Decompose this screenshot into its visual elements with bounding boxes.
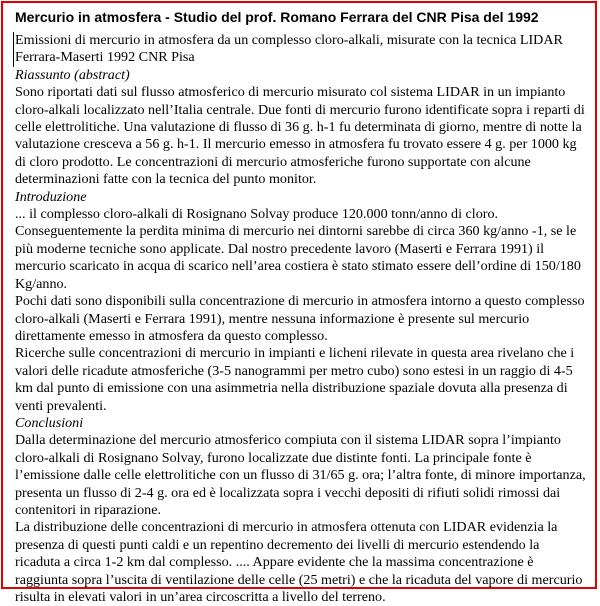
- document-body: [15, 9, 587, 606]
- paragraph: La distribuzione delle concentrazioni di mercurio in atmosfera ottenuta con LIDAR evidenzia la presenza di questi punti caldi e un repentino decremento dei livelli di mercurio estendendo la ricaduta a circa 1-2 km dal complesso. .... Appare evidente che la massima concentrazione è raggiunta sopra l’uscita di ventilazione delle celle (25 metri) e che la ricaduta del vapore di mercurio risulta in elevati valori in un’area circoscritta a livello del terreno.: [15, 519, 583, 605]
- document-frame: [1, 1, 597, 605]
- section-heading-riassunto: Riassunto (abstract): [15, 66, 130, 83]
- section-heading-introduzione: Introduzione: [15, 188, 87, 205]
- paragraph: ... il complesso cloro-alkali di Rosignano Solvay produce 120.000 tonn/anno di cloro. Conseguentemente la perdita minima di mercurio nei dintorni sarebbe di circa 360 kg/anno -1, se le più moderne tecniche sono applicate. Dal nostro precedente lavoro (Maserti e Ferrara 1991) il mercurio scaricato in acqua di scarico nell’area costiera è stato stimato essere dell’ordine di 150/180 Kg/anno.: [15, 206, 581, 292]
- document-title: Mercurio in atmosfera - Studio del prof. Romano Ferrara del CNR Pisa del 1992: [15, 9, 539, 25]
- paragraph: Ricerche sulle concentrazioni di mercurio in impianti e licheni rilevate in questa area rivelano che i valori delle ricadute atmosferiche (3-5 nanogrammi per metro cubo) sono estesi in un raggio di 4-5 km dal punto di emissione con una asimmetria nella distribuzione spaziale dovuta alla presenza di venti prevalenti.: [15, 345, 575, 414]
- section-heading-conclusioni: Conclusioni: [15, 414, 84, 431]
- paragraph: Sono riportati dati sul flusso atmosferico di mercurio misurato col sistema LIDAR in un impianto cloro-alkali localizzato nell’Italia centrale. Due fonti di mercurio furono identificate sopra i reparti di celle elettrolitiche. Una valutazione di flusso di 36 g. h-1 fu determinata di giorno, mentre di notte la valutazione cresceva a 56 g. h-1. Il mercurio emesso in atmosfera fu trovato essere 4 g. per 1000 kg di cloro prodotto. Le concentrazioni di mercurio atmosferiche furono supportate con alcune determinazioni fatte con la tecnica del punto monitor.: [15, 84, 585, 188]
- document-intro[interactable]: Emissioni di mercurio in atmosfera da un complesso cloro-alkali, misurate con la tecnica LIDAR Ferrara-Maserti 1992 CNR Pisa: [13, 32, 587, 67]
- paragraph: Dalla determinazione del mercurio atmosferico compiuta con il sistema LIDAR sopra l’impianto cloro-alkali di Rosignano Solvay, furono localizzate due distinte fonti. La principale fonte è l’emissione dalle celle elettrolitiche con un flusso di 31/65 g. ora; l’altra fonte, di minore importanza, presenta un flusso di 2-4 g. ora ed è localizzata sopra i vecchi depositi di rifiuti solidi rimossi dai contenitori in riparazione.: [15, 432, 586, 518]
- paragraph: Pochi dati sono disponibili sulla concentrazione di mercurio in atmosfera intorno a questo complesso cloro-alkali (Maserti e Ferrara 1991), mentre nessuna informazione è presente sul mercurio direttamente emesso in atmosfera da questo complesso.: [15, 293, 585, 344]
